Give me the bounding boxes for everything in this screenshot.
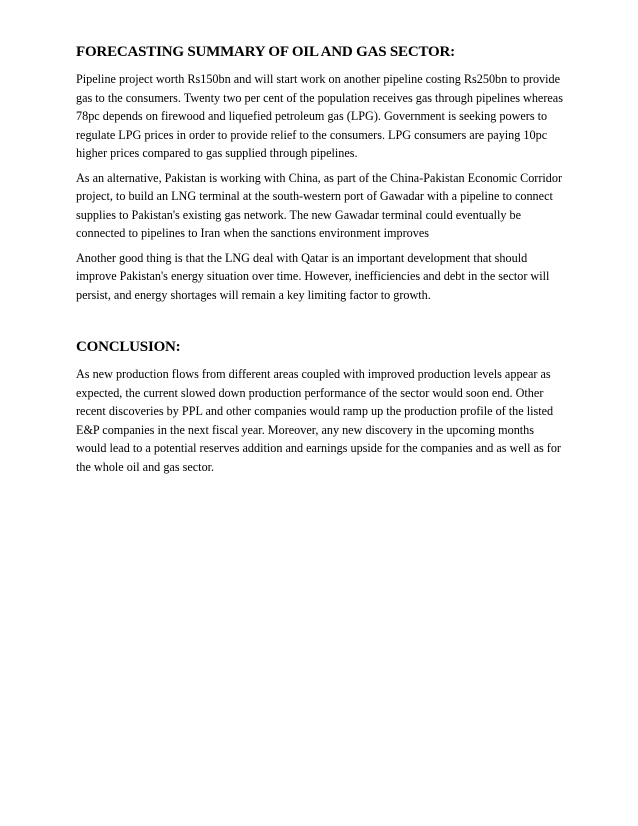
section-heading: FORECASTING SUMMARY OF OIL AND GAS SECTOR:: [76, 44, 455, 60]
section-conclusion: [76, 337, 564, 476]
section-forecasting-summary: [76, 42, 564, 304]
section-heading: CONCLUSION:: [76, 339, 181, 355]
section-spacer: [76, 310, 564, 337]
paragraph: Another good thing is that the LNG deal with Qatar is an important development that should improve Pakistan's energy situation over time. However, inefficiencies and debt in the sector will persist, and energy shortages will remain a key limiting factor to growth.: [76, 250, 550, 302]
document-page: [76, 42, 564, 482]
paragraph: As new production flows from different areas coupled with improved production levels appear as expected, the current slowed down production performance of the sector would soon end. Other recent discoveries by PPL and other companies would ramp up the production profile of the listed E&P companies in the next fiscal year. Moreover, any new discovery in the upcoming months would lead to a potential reserves addition and earnings upside for the companies and as well as for the whole oil and gas sector.: [76, 367, 561, 474]
paragraph: Pipeline project worth Rs150bn and will start work on another pipeline costing Rs250bn to provide gas to the consumers. Twenty two per cent of the population receives gas through pipelines whereas 78pc depends on firewood and liquefied petroleum gas (LPG). Government is seeking powers to regulate LPG prices in order to provide relief to the consumers. LPG consumers are paying 10pc higher prices compared to gas supplied through pipelines.: [76, 72, 563, 160]
paragraph: As an alternative, Pakistan is working with China, as part of the China-Pakistan Economic Corridor project, to build an LNG terminal at the south-western port of Gawadar with a pipeline to connect supplies to Pakistan's existing gas network. The new Gawadar terminal could eventually be connected to pipelines to Iran when the sanctions environment improves: [76, 170, 563, 240]
